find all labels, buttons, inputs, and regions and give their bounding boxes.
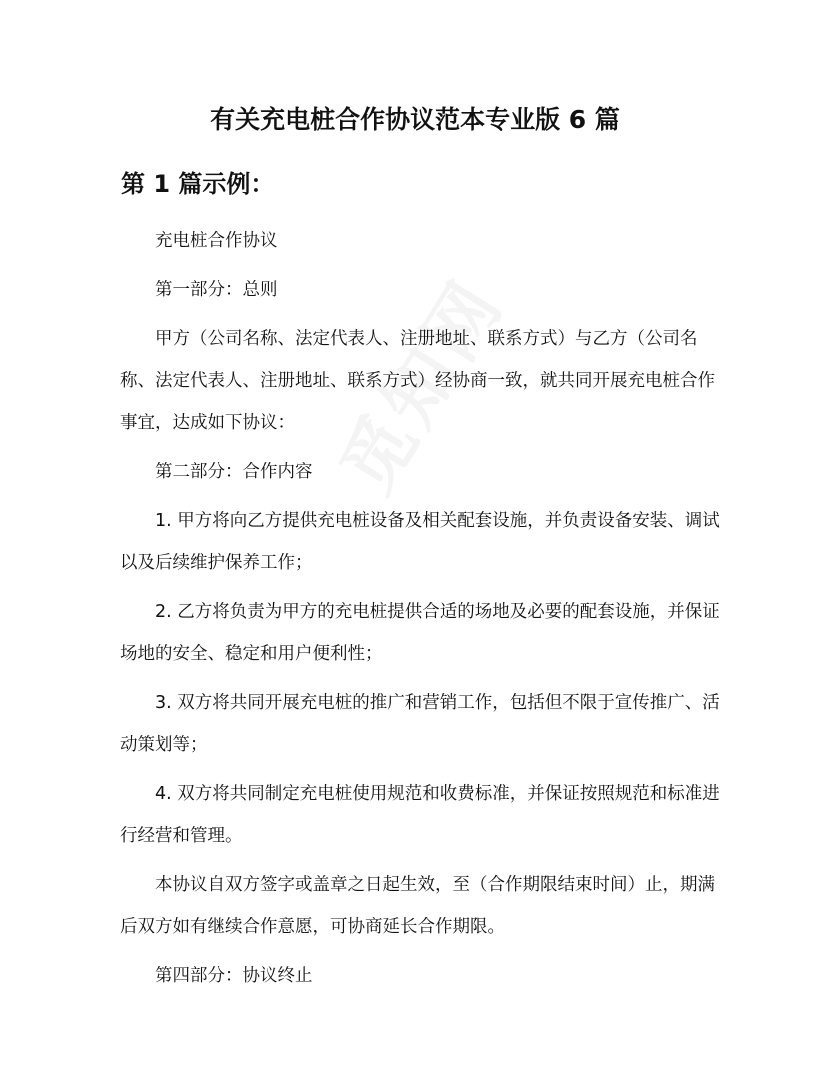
- agreement-title: 充电桩合作协议: [155, 231, 278, 251]
- clause-3: 3. 双方将共同开展充电桩的推广和营销工作，包括但不限于宣传推广、活动策划等；: [120, 693, 720, 755]
- part-four-heading: 第四部分：协议终止: [155, 966, 313, 986]
- document-body: [120, 220, 720, 1004]
- document-title: 有关充电桩合作协议范本专业版 6 篇: [210, 105, 620, 134]
- part-two-heading: 第二部分：合作内容: [155, 462, 313, 482]
- clause-2: 2. 乙方将负责为甲方的充电桩提供合适的场地及必要的配套设施，并保证场地的安全、稳定和用户便利性；: [120, 602, 720, 664]
- clause-4: 4. 双方将共同制定充电桩使用规范和收费标准，并保证按照规范和标准进行经营和管理。: [120, 784, 720, 846]
- parties-paragraph: 甲方（公司名称、法定代表人、注册地址、联系方式）与乙方（公司名称、法定代表人、注册地址、联系方式）经协商一致，就共同开展充电桩合作事宜，达成如下协议：: [120, 329, 715, 433]
- term-paragraph: 本协议自双方签字或盖章之日起生效，至（合作期限结束时间）止，期满后双方如有继续合作意愿，可协商延长合作期限。: [120, 875, 715, 937]
- clause-1: 1. 甲方将向乙方提供充电桩设备及相关配套设施，并负责设备安装、调试以及后续维护保养工作；: [120, 511, 720, 573]
- part-one-heading: 第一部分：总则: [155, 280, 278, 300]
- section-heading: 第 1 篇示例：: [121, 170, 275, 198]
